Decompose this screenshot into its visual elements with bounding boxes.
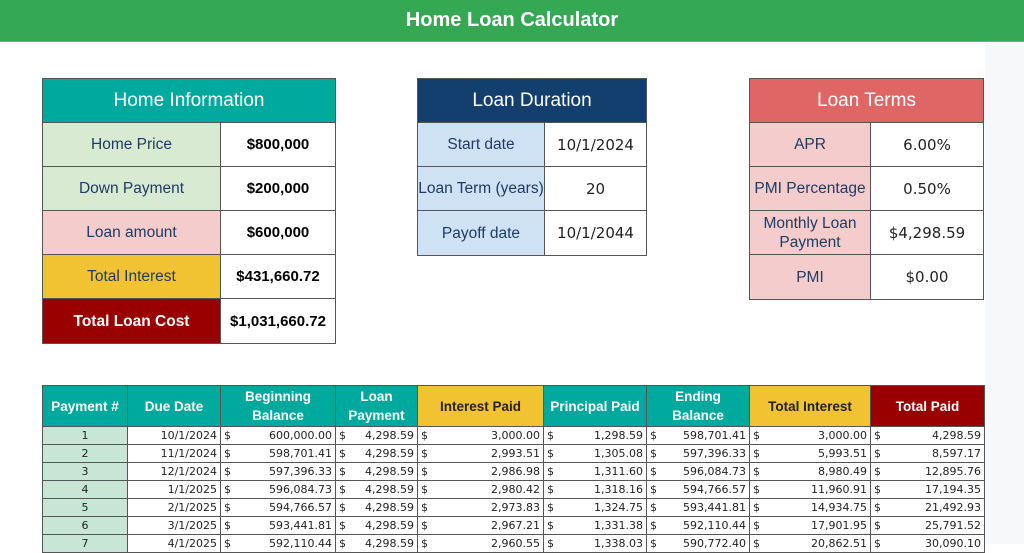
amount: 11,960.91	[811, 483, 867, 496]
currency-symbol: $	[874, 519, 881, 532]
currency-symbol: $	[421, 537, 428, 550]
cell-payment[interactable]: 3	[43, 463, 128, 481]
loan-terms-card	[749, 78, 984, 300]
cell-ending-balance[interactable]	[647, 499, 750, 517]
money-value	[753, 447, 867, 460]
currency-symbol: $	[650, 501, 657, 514]
field-label: Loan amount	[43, 211, 221, 254]
money-value	[421, 519, 540, 532]
cell-interest-paid[interactable]	[418, 445, 544, 463]
cell-principal-paid[interactable]	[544, 517, 647, 535]
field-label: Loan Term (years)	[418, 167, 545, 210]
amount: 12,895.76	[925, 465, 981, 478]
field-label: Start date	[418, 123, 545, 166]
cell-ending-balance[interactable]	[647, 427, 750, 445]
currency-symbol: $	[753, 537, 760, 550]
currency-symbol: $	[224, 483, 231, 496]
currency-symbol: $	[224, 501, 231, 514]
amount: 1,298.59	[594, 429, 643, 442]
money-value	[753, 519, 867, 532]
currency-symbol: $	[874, 465, 881, 478]
money-value	[650, 465, 746, 478]
money-value	[753, 465, 867, 478]
money-value	[753, 429, 867, 442]
amount: 14,934.75	[811, 501, 867, 514]
currency-symbol: $	[874, 429, 881, 442]
cell-total-interest[interactable]	[750, 481, 871, 499]
money-value	[421, 501, 540, 514]
currency-symbol: $	[753, 501, 760, 514]
money-value	[224, 519, 332, 532]
cell-interest-paid[interactable]	[418, 499, 544, 517]
amount: 4,298.59	[365, 447, 414, 460]
cell-total-paid[interactable]	[871, 499, 985, 517]
field-label: Monthly Loan Payment	[750, 211, 871, 254]
money-value	[421, 465, 540, 478]
field-value[interactable]: $4,298.59	[888, 223, 966, 242]
field-value[interactable]: 10/1/2044	[557, 224, 634, 242]
amount: 17,901.95	[811, 519, 867, 532]
cell-principal-paid[interactable]	[544, 481, 647, 499]
amount: 600,000.00	[269, 429, 332, 442]
home-information-header: Home Information	[43, 79, 335, 123]
amount: 594,766.57	[683, 483, 746, 496]
amount: 4,298.59	[365, 483, 414, 496]
home-information-row-total-loan-cost	[43, 299, 335, 343]
table-row	[43, 463, 985, 481]
home-information-row-total-interest	[43, 255, 335, 299]
money-value	[753, 501, 867, 514]
loan-duration-row-payoff-date	[418, 211, 646, 255]
money-value	[224, 483, 332, 496]
amount: 593,441.81	[269, 519, 332, 532]
loan-duration-row-loan-term-years	[418, 167, 646, 211]
loan-terms-row-monthly-loan-payment	[750, 211, 983, 255]
amount: 4,298.59	[365, 537, 414, 550]
cell-principal-paid[interactable]	[544, 445, 647, 463]
home-information-row-home-price	[43, 123, 335, 167]
amount: 590,772.40	[683, 537, 746, 550]
money-value	[874, 519, 981, 532]
cell-total-paid[interactable]	[871, 481, 985, 499]
cell-interest-paid[interactable]	[418, 517, 544, 535]
amount: 2,993.51	[491, 447, 540, 460]
amount: 4,298.59	[365, 501, 414, 514]
amount: 1,338.03	[594, 537, 643, 550]
currency-symbol: $	[753, 483, 760, 496]
cell-total-paid[interactable]	[871, 427, 985, 445]
cell-payment[interactable]: 1	[43, 427, 128, 445]
amount: 1,305.08	[594, 447, 643, 460]
cell-due-date[interactable]: 11/1/2024	[128, 445, 221, 463]
amount: 596,084.73	[269, 483, 332, 496]
money-value	[339, 447, 414, 460]
money-value	[224, 447, 332, 460]
column-header-principal-paid[interactable]: Principal Paid	[544, 386, 647, 427]
amount: 3,000.00	[818, 429, 867, 442]
field-label: Payoff date	[418, 211, 545, 255]
cell-due-date[interactable]: 4/1/2025	[128, 535, 221, 553]
cell-principal-paid[interactable]	[544, 499, 647, 517]
money-value	[224, 501, 332, 514]
table-row	[43, 445, 985, 463]
loan-duration-card	[417, 78, 647, 256]
field-value[interactable]: $200,000	[246, 180, 310, 197]
currency-symbol: $	[874, 501, 881, 514]
cell-loan-payment[interactable]	[336, 463, 418, 481]
amount: 8,980.49	[818, 465, 867, 478]
currency-symbol: $	[339, 483, 346, 496]
amount: 597,396.33	[269, 465, 332, 478]
loan-terms-row-pmi-percentage	[750, 167, 983, 211]
currency-symbol: $	[421, 429, 428, 442]
cell-loan-payment[interactable]	[336, 517, 418, 535]
side-panel	[985, 43, 1024, 544]
money-value	[421, 429, 540, 442]
currency-symbol: $	[650, 483, 657, 496]
money-value	[650, 501, 746, 514]
cell-total-interest[interactable]	[750, 517, 871, 535]
cell-beginning-balance[interactable]	[221, 463, 336, 481]
currency-symbol: $	[224, 519, 231, 532]
currency-symbol: $	[753, 519, 760, 532]
field-value[interactable]: 6.00%	[903, 135, 951, 154]
money-value	[339, 501, 414, 514]
currency-symbol: $	[224, 447, 231, 460]
cell-ending-balance[interactable]	[647, 463, 750, 481]
money-value	[650, 447, 746, 460]
home-information-row-down-payment	[43, 167, 335, 211]
money-value	[547, 501, 643, 514]
cell-loan-payment[interactable]	[336, 427, 418, 445]
money-value	[339, 483, 414, 496]
loan-terms-header: Loan Terms	[750, 79, 983, 123]
currency-symbol: $	[421, 501, 428, 514]
amount: 1,324.75	[594, 501, 643, 514]
currency-symbol: $	[339, 429, 346, 442]
cell-due-date[interactable]: 1/1/2025	[128, 481, 221, 499]
currency-symbol: $	[547, 501, 554, 514]
currency-symbol: $	[547, 537, 554, 550]
field-label: Home Price	[43, 123, 221, 166]
field-value[interactable]: 0.50%	[903, 179, 951, 198]
amount: 8,597.17	[932, 447, 981, 460]
field-label: PMI Percentage	[750, 167, 871, 210]
cell-principal-paid[interactable]	[544, 427, 647, 445]
amount: 1,318.16	[594, 483, 643, 496]
currency-symbol: $	[421, 483, 428, 496]
money-value	[547, 447, 643, 460]
currency-symbol: $	[650, 465, 657, 478]
amount: 20,862.51	[811, 537, 867, 550]
field-value[interactable]: $800,000	[246, 136, 310, 153]
cell-interest-paid[interactable]	[418, 481, 544, 499]
amount: 594,766.57	[269, 501, 332, 514]
cell-due-date[interactable]: 10/1/2024	[128, 427, 221, 445]
cell-loan-payment[interactable]	[336, 445, 418, 463]
column-header-total-interest[interactable]: Total Interest	[750, 386, 871, 427]
cell-payment[interactable]: 4	[43, 481, 128, 499]
cell-beginning-balance[interactable]	[221, 445, 336, 463]
money-value	[224, 429, 332, 442]
cell-total-interest[interactable]	[750, 463, 871, 481]
field-value[interactable]: $0.00	[905, 268, 949, 286]
currency-symbol: $	[753, 429, 760, 442]
money-value	[224, 465, 332, 478]
column-header-payment[interactable]: Payment #	[43, 386, 128, 427]
amount: 4,298.59	[365, 429, 414, 442]
amount: 4,298.59	[365, 465, 414, 478]
money-value	[421, 483, 540, 496]
cell-payment[interactable]: 6	[43, 517, 128, 535]
amount: 25,791.52	[925, 519, 981, 532]
cell-payment[interactable]: 7	[43, 535, 128, 553]
money-value	[339, 519, 414, 532]
loan-duration-row-start-date	[418, 123, 646, 167]
currency-symbol: $	[547, 483, 554, 496]
currency-symbol: $	[224, 537, 231, 550]
cell-interest-paid[interactable]	[418, 427, 544, 445]
currency-symbol: $	[547, 429, 554, 442]
currency-symbol: $	[339, 519, 346, 532]
currency-symbol: $	[547, 465, 554, 478]
currency-symbol: $	[874, 483, 881, 496]
cell-ending-balance[interactable]	[647, 517, 750, 535]
field-value[interactable]: $600,000	[246, 224, 310, 241]
amount: 4,298.59	[932, 429, 981, 442]
cell-ending-balance[interactable]	[647, 481, 750, 499]
cell-ending-balance[interactable]	[647, 445, 750, 463]
cell-interest-paid[interactable]	[418, 463, 544, 481]
cell-payment[interactable]: 2	[43, 445, 128, 463]
money-value	[753, 483, 867, 496]
currency-symbol: $	[224, 465, 231, 478]
loan-terms-row-pmi	[750, 255, 983, 299]
column-header-ending-balance[interactable]: Ending Balance	[647, 386, 750, 427]
cell-beginning-balance[interactable]	[221, 499, 336, 517]
currency-symbol: $	[650, 537, 657, 550]
cell-total-interest[interactable]	[750, 445, 871, 463]
amount: 21,492.93	[925, 501, 981, 514]
amount: 2,980.42	[491, 483, 540, 496]
cell-total-interest[interactable]	[750, 499, 871, 517]
amount: 17,194.35	[925, 483, 981, 496]
table-row	[43, 517, 985, 535]
amount: 597,396.33	[683, 447, 746, 460]
currency-symbol: $	[224, 429, 231, 442]
amount: 2,967.21	[491, 519, 540, 532]
cell-principal-paid[interactable]	[544, 463, 647, 481]
money-value	[547, 465, 643, 478]
amount: 2,960.55	[491, 537, 540, 550]
cell-due-date[interactable]: 3/1/2025	[128, 517, 221, 535]
amount: 4,298.59	[365, 519, 414, 532]
amount: 592,110.44	[269, 537, 332, 550]
money-value	[874, 483, 981, 496]
currency-symbol: $	[339, 447, 346, 460]
amount: 598,701.41	[683, 429, 746, 442]
currency-symbol: $	[650, 429, 657, 442]
money-value	[874, 447, 981, 460]
loan-terms-row-apr	[750, 123, 983, 167]
money-value	[339, 429, 414, 442]
cell-due-date[interactable]: 12/1/2024	[128, 463, 221, 481]
field-value[interactable]: $1,031,660.72	[230, 312, 326, 330]
column-header-total-paid[interactable]: Total Paid	[871, 386, 985, 427]
currency-symbol: $	[650, 519, 657, 532]
currency-symbol: $	[421, 519, 428, 532]
cell-total-paid[interactable]	[871, 445, 985, 463]
currency-symbol: $	[547, 519, 554, 532]
currency-symbol: $	[339, 501, 346, 514]
amount: 1,331.38	[594, 519, 643, 532]
cell-loan-payment[interactable]	[336, 481, 418, 499]
currency-symbol: $	[753, 465, 760, 478]
home-information-row-loan-amount	[43, 211, 335, 255]
table-row	[43, 481, 985, 499]
currency-symbol: $	[547, 447, 554, 460]
currency-symbol: $	[421, 465, 428, 478]
field-label: Total Loan Cost	[43, 299, 221, 343]
column-header-due-date[interactable]: Due Date	[128, 386, 221, 427]
money-value	[650, 429, 746, 442]
money-value	[650, 519, 746, 532]
cell-due-date[interactable]: 2/1/2025	[128, 499, 221, 517]
column-header-beginning-balance[interactable]: Beginning Balance	[221, 386, 336, 427]
amount: 5,993.51	[818, 447, 867, 460]
amount: 30,090.10	[925, 537, 981, 550]
field-value[interactable]: 10/1/2024	[557, 135, 634, 154]
amount: 598,701.41	[269, 447, 332, 460]
home-information-card	[42, 78, 336, 344]
money-value	[547, 483, 643, 496]
loan-duration-header: Loan Duration	[418, 79, 646, 123]
currency-symbol: $	[650, 447, 657, 460]
field-value[interactable]: $431,660.72	[236, 268, 320, 285]
column-header-loan-payment[interactable]: Loan Payment	[336, 386, 418, 427]
cell-payment[interactable]: 5	[43, 499, 128, 517]
amount: 592,110.44	[683, 519, 746, 532]
amount: 2,986.98	[491, 465, 540, 478]
page-title: Home Loan Calculator	[0, 0, 1024, 42]
money-value	[547, 519, 643, 532]
field-label: APR	[750, 123, 871, 166]
amount: 3,000.00	[491, 429, 540, 442]
cell-beginning-balance[interactable]	[221, 427, 336, 445]
money-value	[874, 465, 981, 478]
table-row	[43, 427, 985, 445]
currency-symbol: $	[874, 447, 881, 460]
table-row	[43, 499, 985, 517]
currency-symbol: $	[874, 537, 881, 550]
field-label: Down Payment	[43, 167, 221, 210]
currency-symbol: $	[339, 465, 346, 478]
money-value	[421, 447, 540, 460]
money-value	[650, 483, 746, 496]
amount: 2,973.83	[491, 501, 540, 514]
cell-beginning-balance[interactable]	[221, 481, 336, 499]
cell-total-interest[interactable]	[750, 427, 871, 445]
money-value	[547, 429, 643, 442]
money-value	[874, 501, 981, 514]
cell-beginning-balance[interactable]	[221, 517, 336, 535]
amortization-table	[42, 385, 985, 553]
money-value	[874, 429, 981, 442]
column-header-interest-paid[interactable]: Interest Paid	[418, 386, 544, 427]
currency-symbol: $	[421, 447, 428, 460]
amount: 1,311.60	[594, 465, 643, 478]
currency-symbol: $	[753, 447, 760, 460]
field-value[interactable]: 20	[585, 179, 606, 198]
money-value	[339, 465, 414, 478]
field-label: PMI	[750, 255, 871, 299]
amount: 593,441.81	[683, 501, 746, 514]
cell-total-paid[interactable]	[871, 517, 985, 535]
amount: 596,084.73	[683, 465, 746, 478]
field-label: Total Interest	[43, 255, 221, 298]
currency-symbol: $	[339, 537, 346, 550]
cell-loan-payment[interactable]	[336, 499, 418, 517]
cell-total-paid[interactable]	[871, 463, 985, 481]
